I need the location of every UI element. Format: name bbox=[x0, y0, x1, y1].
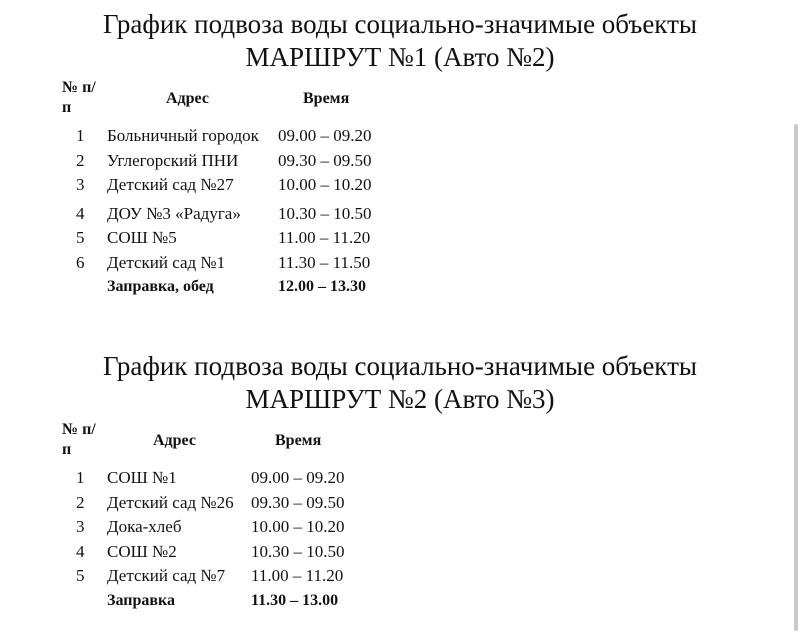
row-address: СОШ №1 bbox=[107, 468, 177, 487]
row-address: СОШ №5 bbox=[107, 228, 177, 247]
table-row bbox=[0, 226, 420, 251]
row-address: Углегорский ПНИ bbox=[107, 150, 239, 170]
row-address: Детский сад №1 bbox=[107, 252, 226, 272]
table-header bbox=[0, 416, 420, 466]
route-2-table bbox=[0, 416, 420, 613]
table-row bbox=[0, 515, 420, 540]
row-time: 10.30 – 10.50 bbox=[278, 203, 372, 223]
row-time: 10.00 – 10.20 bbox=[278, 175, 372, 194]
row-time: 10.30 – 10.50 bbox=[251, 541, 345, 561]
header-time: Время bbox=[303, 90, 350, 107]
row-time: 09.00 – 09.20 bbox=[278, 126, 372, 145]
table-row bbox=[0, 173, 420, 198]
table-row bbox=[0, 564, 420, 589]
header-time: Время bbox=[275, 432, 322, 449]
row-number: 3 bbox=[76, 517, 85, 536]
table-row bbox=[0, 251, 420, 276]
table-header bbox=[0, 74, 420, 124]
footer-address: Заправка, обед bbox=[107, 278, 214, 295]
table-row bbox=[0, 540, 420, 565]
row-time: 09.30 – 09.50 bbox=[251, 492, 345, 512]
table-footer-row bbox=[0, 589, 420, 614]
row-address: Детский сад №27 bbox=[107, 175, 234, 194]
row-address: Детский сад №7 bbox=[107, 566, 226, 585]
row-number: 4 bbox=[76, 541, 85, 561]
table-row bbox=[0, 466, 420, 491]
row-time: 09.30 – 09.50 bbox=[278, 150, 372, 170]
row-number: 4 bbox=[76, 203, 85, 223]
header-number: № п/ п bbox=[62, 421, 96, 458]
row-number: 1 bbox=[76, 468, 85, 487]
row-time: 11.00 – 11.20 bbox=[251, 566, 344, 585]
row-time: 09.00 – 09.20 bbox=[251, 468, 345, 487]
header-address: Адрес bbox=[153, 432, 196, 449]
table-row bbox=[0, 149, 420, 174]
table-row bbox=[0, 491, 420, 516]
row-number: 5 bbox=[76, 566, 85, 585]
table-row bbox=[0, 202, 420, 227]
table-row bbox=[0, 124, 420, 149]
route-1-title bbox=[0, 8, 800, 74]
route-2-section bbox=[0, 350, 800, 609]
footer-time: 12.00 – 13.30 bbox=[278, 278, 366, 295]
row-time: 10.00 – 10.20 bbox=[251, 517, 345, 536]
row-address: Дока-хлеб bbox=[107, 517, 182, 536]
footer-address: Заправка bbox=[107, 591, 175, 609]
route-1-section bbox=[0, 8, 800, 295]
route-1-title-line1: График подвоза воды социально-значимые объекты bbox=[102, 9, 698, 39]
footer-time: 11.30 – 13.00 bbox=[251, 591, 339, 609]
row-number: 2 bbox=[76, 150, 85, 170]
row-number: 2 bbox=[76, 492, 85, 512]
row-address: ДОУ №3 «Радуга» bbox=[107, 203, 241, 223]
route-2-title bbox=[0, 350, 800, 416]
header-number: № п/ п bbox=[62, 79, 96, 116]
row-address: Детский сад №26 bbox=[107, 492, 234, 512]
route-2-title-line1: График подвоза воды социально-значимые объекты bbox=[102, 351, 698, 381]
row-number: 1 bbox=[76, 126, 85, 145]
row-number: 5 bbox=[76, 228, 85, 247]
route-1-title-line2: МАРШРУТ №1 (Авто №2) bbox=[245, 42, 555, 72]
row-number: 3 bbox=[76, 175, 85, 194]
route-1-table bbox=[0, 74, 420, 300]
row-address: СОШ №2 bbox=[107, 541, 177, 561]
row-time: 11.00 – 11.20 bbox=[278, 228, 371, 247]
row-number: 6 bbox=[76, 252, 85, 272]
row-time: 11.30 – 11.50 bbox=[278, 252, 371, 272]
route-2-title-line2: МАРШРУТ №2 (Авто №3) bbox=[245, 384, 555, 414]
table-footer-row bbox=[0, 275, 420, 300]
row-address: Больничный городок bbox=[107, 126, 259, 145]
header-address: Адрес bbox=[166, 90, 209, 107]
